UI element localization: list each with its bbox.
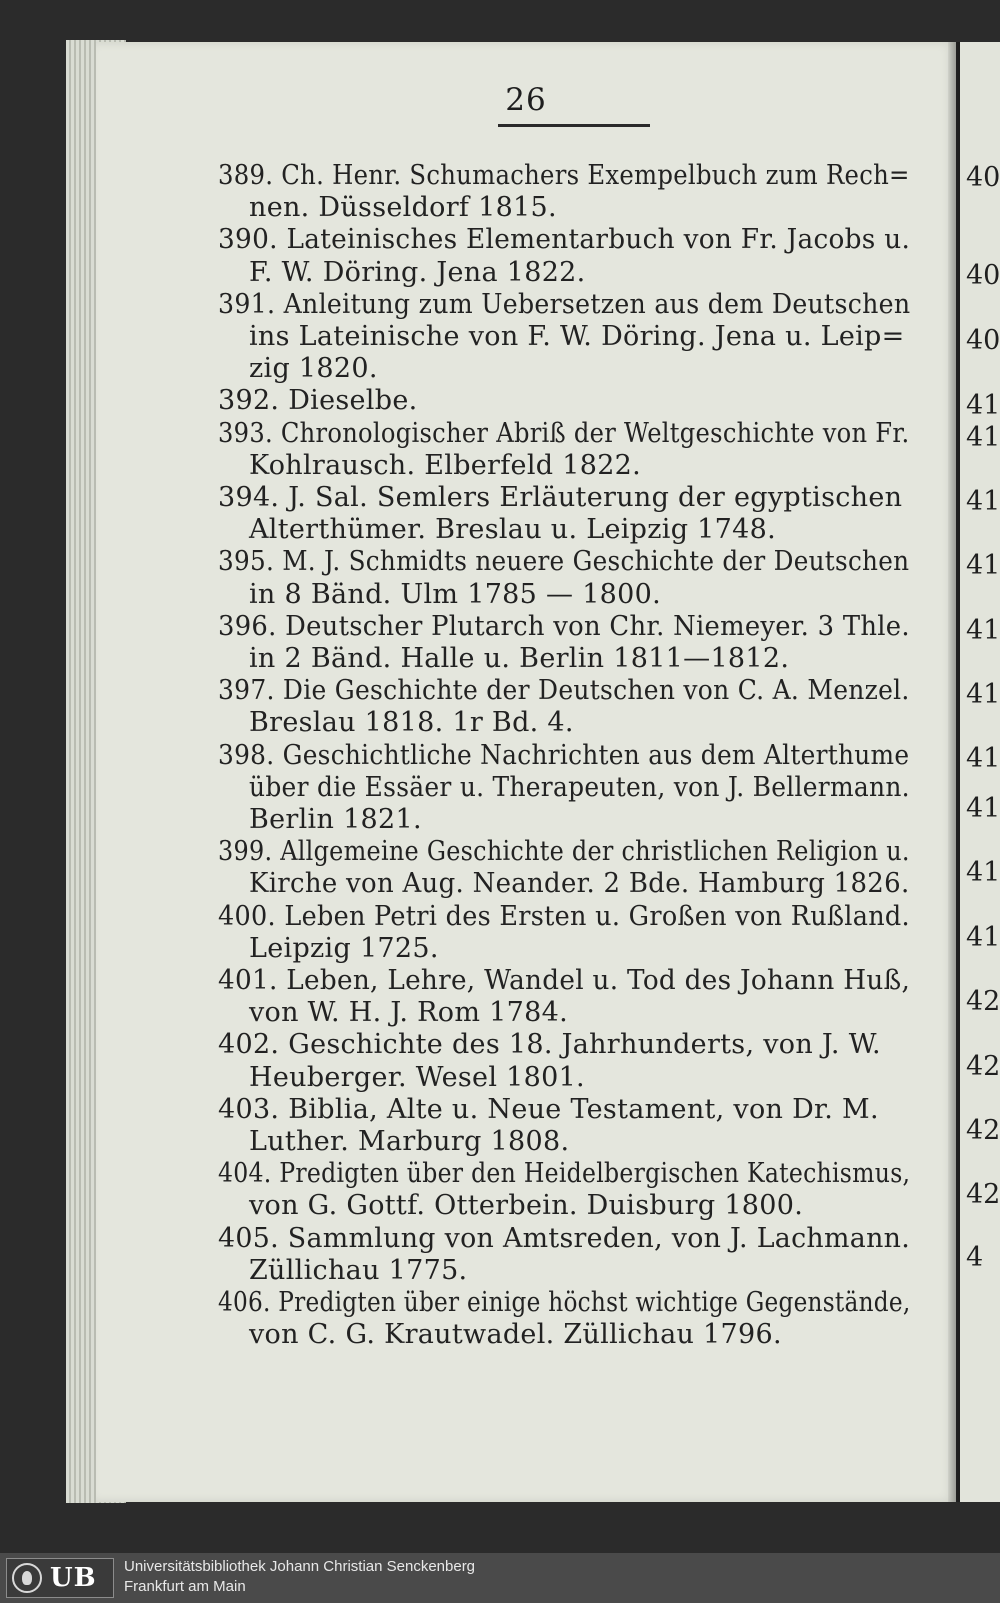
entry-first-line: 394. J. Sal. Semlers Erläuterung der egyptischen [218,482,903,513]
adjacent-page-edge [960,42,1000,1502]
adjacent-page-number-fragment: 41 [966,486,1000,517]
adjacent-page-number-fragment: 42 [966,1179,1000,1210]
entry-first-line: 403. Biblia, Alte u. Neue Testament, von Dr. M. [218,1093,879,1125]
entry-continuation-line: von G. Gottf. Otterbein. Duisburg 1800. [249,1190,804,1222]
entry-continuation-line: Alterthümer. Breslau u. Leipzig 1748. [249,514,776,546]
adjacent-page-number-fragment: 41 [966,922,1000,953]
seal-icon [12,1563,42,1593]
gutter-shadow [948,42,960,1502]
entry-continuation-line: F. W. Döring. Jena 1822. [249,256,586,288]
adjacent-page-number-fragment: 40 [966,325,1000,356]
entry-first-line: 404. Predigten über den Heidelbergischen Katechismus, [218,1158,911,1190]
entry-first-line: 406. Predigten über einige höchst wichtige Gegenstände, [218,1287,911,1318]
entry-first-line: 402. Geschichte des 18. Jahrhunderts, von J. W. [218,1029,881,1061]
entry-first-line: 398. Geschichtliche Nachrichten aus dem Alterthume [218,739,910,771]
adjacent-page-number-fragment: 41 [966,793,1000,824]
adjacent-page-number-fragment: 41 [966,679,1000,710]
entry-continuation-line: zig 1820. [249,353,378,385]
entry-continuation-line: Berlin 1821. [249,804,422,835]
entry-continuation-line: Luther. Marburg 1808. [249,1126,570,1157]
entry-list [96,42,956,1502]
entry-continuation-line: Züllichau 1775. [249,1254,468,1286]
entry-first-line: 405. Sammlung von Amtsreden, von J. Lachmann. [218,1222,911,1254]
page-number: 26 [505,82,547,118]
footer-line-institution: Universitätsbibliothek Johann Christian Senckenberg [124,1558,476,1575]
entry-continuation-line: Kohlrausch. Elberfeld 1822. [249,449,642,481]
entry-continuation-line: Leipzig 1725. [249,932,439,964]
entry-continuation-line: ins Lateinische von F. W. Döring. Jena u. Leip= [249,321,905,352]
entry-continuation-line: nen. Düsseldorf 1815. [249,192,557,224]
entry-first-line: 393. Chronologischer Abriß der Weltgeschichte von Fr. [218,417,910,449]
footer-line-city: Frankfurt am Main [124,1578,246,1595]
entry-first-line: 396. Deutscher Plutarch von Chr. Niemeyer. 3 Thle. [218,610,910,642]
adjacent-page-number-fragment: 40 [966,162,1000,193]
footer-bar [0,1553,1000,1603]
entry-continuation-line: von W. H. J. Rom 1784. [249,997,568,1029]
entry-continuation-line: von C. G. Krautwadel. Züllichau 1796. [249,1319,782,1351]
entry-first-line: 399. Allgemeine Geschichte der christlichen Religion u. [218,836,910,868]
adjacent-page-number-fragment: 41 [966,390,1000,421]
entry-first-line: 395. M. J. Schmidts neuere Geschichte der Deutschen [218,546,910,578]
entry-first-line: 389. Ch. Henr. Schumachers Exempelbuch zum Rech= [218,160,910,191]
entry-continuation-line: in 8 Bänd. Ulm 1785 — 1800. [249,578,661,610]
entry-first-line: 392. Dieselbe. [218,385,418,417]
adjacent-page-number-fragment: 41 [966,550,1000,581]
adjacent-page-number-fragment: 41 [966,857,1000,888]
entry-first-line: 391. Anleitung zum Uebersetzen aus dem Deutschen [218,288,911,320]
entry-first-line: 401. Leben, Lehre, Wandel u. Tod des Johann Huß, [218,965,911,996]
adjacent-page-number-fragment: 4 [966,1242,984,1273]
entry-continuation-line: Breslau 1818. 1r Bd. 4. [249,707,574,739]
adjacent-page-number-fragment: 42 [966,1115,1000,1146]
footer-text [124,1557,475,1597]
library-logo[interactable] [6,1558,114,1598]
entry-continuation-line: Kirche von Aug. Neander. 2 Bde. Hamburg 1826. [249,868,910,900]
adjacent-page-number-fragment: 41 [966,422,1000,453]
entry-continuation-line: in 2 Bänd. Halle u. Berlin 1811—1812. [249,643,790,674]
entry-continuation-line: über die Essäer u. Therapeuten, von J. Bellermann. [249,771,910,803]
adjacent-page-number-fragment: 41 [966,615,1000,646]
entry-first-line: 400. Leben Petri des Ersten u. Großen von Rußland. [218,900,910,932]
adjacent-page-number-fragment: 42 [966,1051,1000,1082]
adjacent-page-number-fragment: 40 [966,260,1000,291]
adjacent-page-number-fragment: 41 [966,743,1000,774]
book-page [96,42,956,1502]
entry-first-line: 390. Lateinisches Elementarbuch von Fr. Jacobs u. [218,224,911,256]
entry-continuation-line: Heuberger. Wesel 1801. [249,1061,585,1093]
adjacent-page-number-fragment: 42 [966,986,1000,1017]
logo-text: UB [50,1563,97,1593]
entry-first-line: 397. Die Geschichte der Deutschen von C. A. Menzel. [218,675,910,707]
